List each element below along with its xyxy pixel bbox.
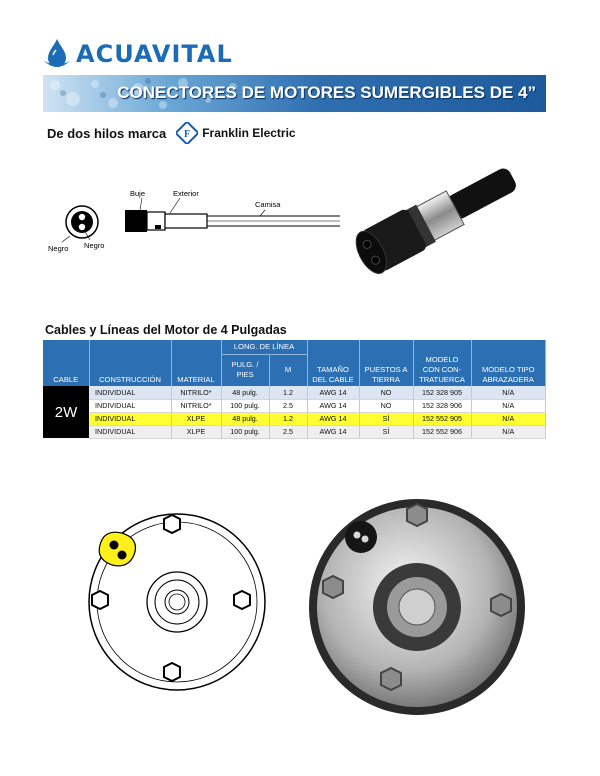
header-cable: CABLE	[43, 340, 89, 386]
cell-abrazadera: N/A	[471, 412, 546, 425]
cell-m: 2.5	[269, 399, 307, 412]
header-construccion: CONSTRUCCIÓN	[89, 340, 171, 386]
label-camisa: Camisa	[255, 200, 281, 209]
cell-pulg: 100 pulg.	[221, 399, 269, 412]
title-banner	[43, 75, 546, 112]
header-modelo-con: MODELO CON CON- TRATUERCA	[413, 340, 471, 386]
label-negro-2: Negro	[84, 241, 105, 250]
cell-puestos: SÍ	[359, 425, 413, 438]
header-modelo-tipo: MODELO TIPO ABRAZADERA	[471, 340, 546, 386]
cell-puestos: NO	[359, 386, 413, 399]
franklin-electric-logo	[176, 122, 295, 144]
water-drop-logo-icon	[42, 37, 72, 71]
subtitle-text: De dos hilos marca	[47, 125, 167, 141]
brand-name: ACUAVITAL	[76, 40, 233, 68]
cell-construccion: INDIVIDUAL	[89, 412, 171, 425]
cell-modelo: 152 328 905	[413, 386, 471, 399]
table-row	[43, 425, 546, 438]
label-exterior: Exterior	[173, 189, 199, 198]
subtitle	[47, 122, 296, 144]
header-pulg: PULG. / PIES	[221, 354, 269, 386]
motor-end-drawing	[82, 507, 272, 697]
table-row	[43, 386, 546, 399]
cell-construccion: INDIVIDUAL	[89, 425, 171, 438]
cell-construccion: INDIVIDUAL	[89, 399, 171, 412]
cell-material: XLPE	[171, 425, 221, 438]
connector-diagram	[40, 180, 340, 260]
cell-construccion: INDIVIDUAL	[89, 386, 171, 399]
cell-m: 1.2	[269, 412, 307, 425]
cell-material: NITRILO*	[171, 399, 221, 412]
cable-cell: 2W	[43, 386, 89, 438]
cell-tamano: AWG 14	[307, 412, 359, 425]
cell-pulg: 100 pulg.	[221, 425, 269, 438]
cell-puestos: NO	[359, 399, 413, 412]
cell-pulg: 48 pulg.	[221, 412, 269, 425]
cell-puestos: SÍ	[359, 412, 413, 425]
connector-photo	[335, 168, 530, 278]
cell-modelo: 152 552 906	[413, 425, 471, 438]
motor-end-photo	[305, 495, 530, 720]
cell-pulg: 48 pulg.	[221, 386, 269, 399]
page-title: CONECTORES DE MOTORES SUMERGIBLES DE 4”	[117, 83, 536, 102]
header-puestos: PUESTOS A TIERRA	[359, 340, 413, 386]
cell-abrazadera: N/A	[471, 386, 546, 399]
cell-modelo: 152 552 905	[413, 412, 471, 425]
table-row-highlighted	[43, 412, 546, 425]
cell-material: NITRILO*	[171, 386, 221, 399]
cables-table	[43, 340, 546, 439]
cell-tamano: AWG 14	[307, 386, 359, 399]
cell-tamano: AWG 14	[307, 425, 359, 438]
label-negro-1: Negro	[48, 244, 69, 253]
cell-abrazadera: N/A	[471, 425, 546, 438]
table-title: Cables y Líneas del Motor de 4 Pulgadas	[45, 323, 287, 337]
brand-logo	[42, 34, 262, 74]
header-long-group: LONG. DE LÍNEA	[221, 340, 307, 354]
cell-material: XLPE	[171, 412, 221, 425]
header-tamano: TAMAÑO DEL CABLE	[307, 340, 359, 386]
cell-modelo: 152 328 906	[413, 399, 471, 412]
franklin-electric-logo-icon	[176, 122, 198, 144]
cell-abrazadera: N/A	[471, 399, 546, 412]
cell-m: 1.2	[269, 386, 307, 399]
header-material: MATERIAL	[171, 340, 221, 386]
svg-text:F: F	[184, 129, 191, 140]
header-m: M	[269, 354, 307, 386]
partner-name: Franklin Electric	[202, 126, 296, 140]
cell-tamano: AWG 14	[307, 399, 359, 412]
table-row	[43, 399, 546, 412]
cell-m: 2.5	[269, 425, 307, 438]
label-buje: Buje	[130, 189, 146, 198]
